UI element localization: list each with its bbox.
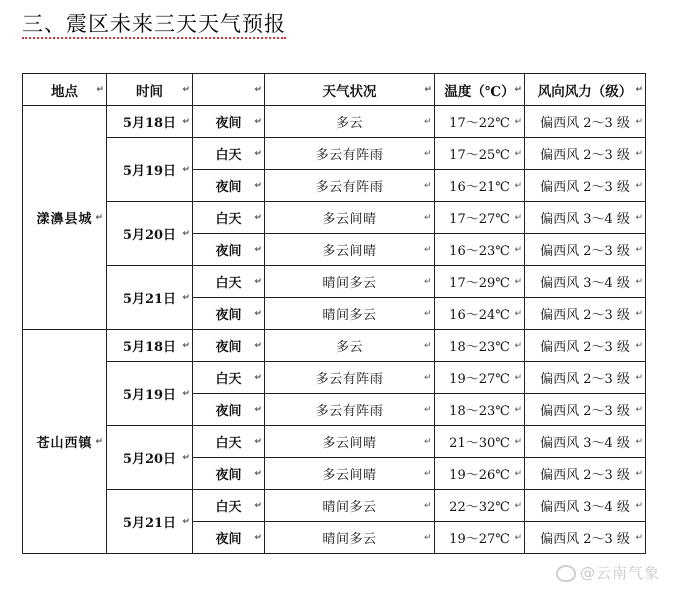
header-location: 地点 ↵ bbox=[23, 74, 107, 106]
period-cell: 夜间 ↵ bbox=[193, 170, 265, 202]
header-time: 时间 ↵ bbox=[107, 74, 193, 106]
temperature-cell: 16～24℃ ↵ bbox=[435, 298, 525, 330]
weather-cell: 多云 ↵ bbox=[265, 330, 435, 362]
temperature-cell: 17～29℃ ↵ bbox=[435, 266, 525, 298]
weather-cell: 晴间多云 ↵ bbox=[265, 298, 435, 330]
wind-cell: 偏西风 2～3 级 ↵ bbox=[525, 170, 646, 202]
period-cell: 夜间 ↵ bbox=[193, 106, 265, 138]
period-cell: 夜间 ↵ bbox=[193, 522, 265, 554]
weather-cell: 多云有阵雨 ↵ bbox=[265, 138, 435, 170]
wind-cell: 偏西风 2～3 级 ↵ bbox=[525, 394, 646, 426]
wind-cell: 偏西风 3～4 级 ↵ bbox=[525, 202, 646, 234]
period-cell: 白天 ↵ bbox=[193, 266, 265, 298]
table-row bbox=[23, 362, 646, 394]
watermark bbox=[556, 562, 660, 583]
temperature-cell: 16～23℃ ↵ bbox=[435, 234, 525, 266]
period-cell: 夜间 ↵ bbox=[193, 298, 265, 330]
location-cell: 苍山西镇 ↵ bbox=[23, 330, 107, 554]
wind-cell: 偏西风 2～3 级 ↵ bbox=[525, 458, 646, 490]
wind-cell: 偏西风 2～3 级 ↵ bbox=[525, 298, 646, 330]
temperature-cell: 19～27℃ ↵ bbox=[435, 522, 525, 554]
watermark-text: @云南气象 bbox=[579, 564, 660, 582]
table-row bbox=[23, 266, 646, 298]
table-row bbox=[23, 330, 646, 362]
table-row bbox=[23, 426, 646, 458]
date-cell: 5月20日 ↵ bbox=[107, 202, 193, 266]
temperature-cell: 17～27℃ ↵ bbox=[435, 202, 525, 234]
table-header-row bbox=[23, 74, 646, 106]
weibo-icon bbox=[556, 565, 576, 582]
temperature-cell: 18～23℃ ↵ bbox=[435, 330, 525, 362]
date-cell: 5月21日 ↵ bbox=[107, 490, 193, 554]
weather-cell: 多云有阵雨 ↵ bbox=[265, 170, 435, 202]
temperature-cell: 17～25℃ ↵ bbox=[435, 138, 525, 170]
table-row bbox=[23, 202, 646, 234]
temperature-cell: 21～30℃ ↵ bbox=[435, 426, 525, 458]
location-cell: 漾濞县城 ↵ bbox=[23, 106, 107, 330]
period-cell: 白天 ↵ bbox=[193, 426, 265, 458]
weather-cell: 晴间多云 ↵ bbox=[265, 490, 435, 522]
wind-cell: 偏西风 2～3 级 ↵ bbox=[525, 138, 646, 170]
wind-cell: 偏西风 3～4 级 ↵ bbox=[525, 490, 646, 522]
weather-cell: 多云间晴 ↵ bbox=[265, 458, 435, 490]
period-cell: 白天 ↵ bbox=[193, 138, 265, 170]
weather-cell: 多云有阵雨 ↵ bbox=[265, 394, 435, 426]
wind-cell: 偏西风 2～3 级 ↵ bbox=[525, 106, 646, 138]
page-title bbox=[22, 8, 286, 38]
date-cell: 5月18日 ↵ bbox=[107, 106, 193, 138]
wind-cell: 偏西风 2～3 级 ↵ bbox=[525, 522, 646, 554]
table-row bbox=[23, 106, 646, 138]
wind-cell: 偏西风 2～3 级 ↵ bbox=[525, 330, 646, 362]
temperature-cell: 22～32℃ ↵ bbox=[435, 490, 525, 522]
weather-cell: 多云间晴 ↵ bbox=[265, 426, 435, 458]
header-wind: 风向风力（级） ↵ bbox=[525, 74, 646, 106]
wind-cell: 偏西风 3～4 级 ↵ bbox=[525, 426, 646, 458]
weather-cell: 多云有阵雨 ↵ bbox=[265, 362, 435, 394]
weather-cell: 晴间多云 ↵ bbox=[265, 522, 435, 554]
date-cell: 5月20日 ↵ bbox=[107, 426, 193, 490]
temperature-cell: 17～22℃ ↵ bbox=[435, 106, 525, 138]
temperature-cell: 16～21℃ ↵ bbox=[435, 170, 525, 202]
forecast-table bbox=[22, 73, 646, 554]
header-temperature: 温度（℃） ↵ bbox=[435, 74, 525, 106]
period-cell: 夜间 ↵ bbox=[193, 394, 265, 426]
temperature-cell: 18～23℃ ↵ bbox=[435, 394, 525, 426]
header-blank: ↵ bbox=[193, 74, 265, 106]
period-cell: 夜间 ↵ bbox=[193, 330, 265, 362]
date-cell: 5月18日 ↵ bbox=[107, 330, 193, 362]
period-cell: 白天 ↵ bbox=[193, 362, 265, 394]
header-weather: 天气状况 ↵ bbox=[265, 74, 435, 106]
date-cell: 5月21日 ↵ bbox=[107, 266, 193, 330]
weather-cell: 多云 ↵ bbox=[265, 106, 435, 138]
period-cell: 夜间 ↵ bbox=[193, 234, 265, 266]
temperature-cell: 19～26℃ ↵ bbox=[435, 458, 525, 490]
weather-cell: 晴间多云 ↵ bbox=[265, 266, 435, 298]
weather-cell: 多云间晴 ↵ bbox=[265, 202, 435, 234]
table-row bbox=[23, 490, 646, 522]
weather-cell: 多云间晴 ↵ bbox=[265, 234, 435, 266]
wind-cell: 偏西风 2～3 级 ↵ bbox=[525, 362, 646, 394]
period-cell: 白天 ↵ bbox=[193, 490, 265, 522]
wind-cell: 偏西风 3～4 级 ↵ bbox=[525, 266, 646, 298]
date-cell: 5月19日 ↵ bbox=[107, 362, 193, 426]
page-title-text: 三、震区未来三天天气预报 bbox=[22, 12, 286, 39]
wind-cell: 偏西风 2～3 级 ↵ bbox=[525, 234, 646, 266]
table-row bbox=[23, 138, 646, 170]
period-cell: 夜间 ↵ bbox=[193, 458, 265, 490]
date-cell: 5月19日 ↵ bbox=[107, 138, 193, 202]
temperature-cell: 19～27℃ ↵ bbox=[435, 362, 525, 394]
table-body bbox=[23, 106, 646, 554]
period-cell: 白天 ↵ bbox=[193, 202, 265, 234]
